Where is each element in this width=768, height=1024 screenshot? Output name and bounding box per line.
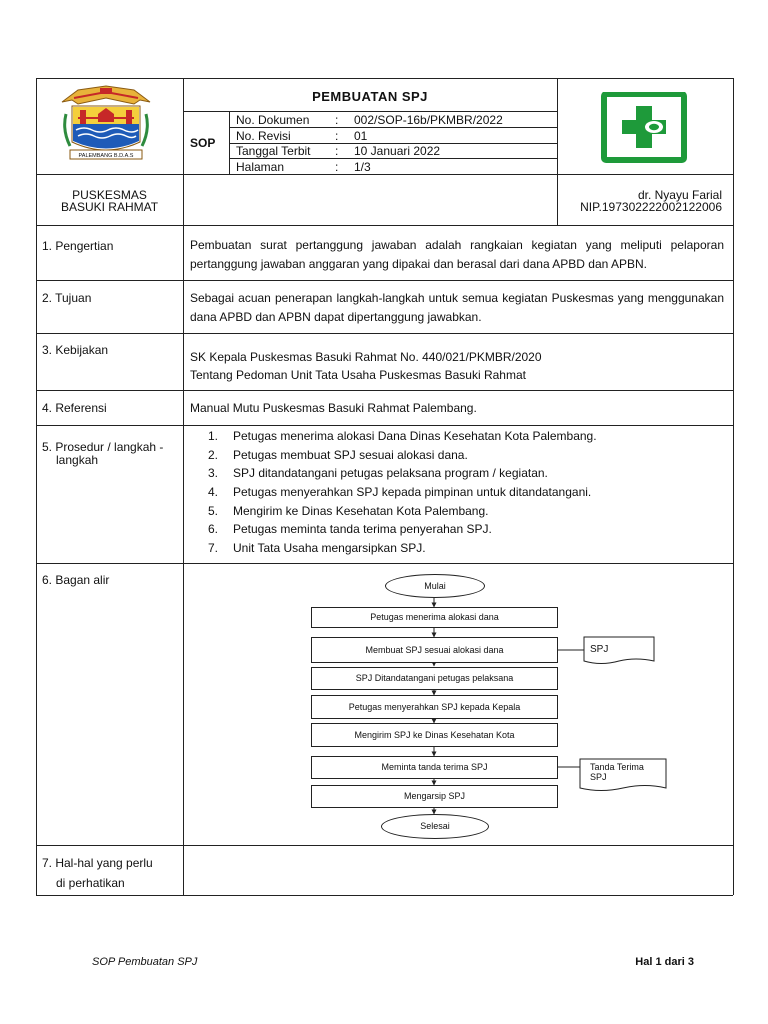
step-number: 3. [208,466,219,481]
meta-sep: : [335,113,339,127]
step-number: 1. [208,429,219,443]
flow-step: Mengarsip SPJ [311,785,558,808]
bagan-label: 6. Bagan alir [42,573,110,587]
step-text: Petugas menyerahkan SPJ kepada pimpinan untuk ditandatangani. [233,485,592,500]
meta-value: 01 [354,129,368,143]
tujuan-text: Sebagai acuan penerapan langkah-langkah untuk semua kegiatan Puskesmas yang menggunakan dana APBD dan APBN dapat dipertanggung jawabkan. [190,291,724,324]
flow-step: Meminta tanda terima SPJ [311,756,558,779]
step-text: SPJ ditandatangani petugas pelaksana program / kegiatan. [233,466,548,481]
kebijakan-label: 3. Kebijakan [42,343,109,357]
kebijakan-line1: SK Kepala Puskesmas Basuki Rahmat No. 440/021/PKMBR/2020 [190,350,542,364]
org-name-line1: PUSKESMAS [72,188,147,202]
pengertian-text: Pembuatan surat pertanggung jawaban adalah rangkaian kegiatan yang meliputi pelaporan pertanggung jawaban anggaran yang dipakai dan berasal dari dana APBD dan APBN. [190,238,724,271]
referensi-label: 4. Referensi [42,401,107,415]
doc-shape-label: SPJ [590,772,607,782]
flow-step: Petugas menerima alokasi dana [311,607,558,628]
meta-value: 1/3 [354,160,371,174]
meta-value: 002/SOP-16b/PKMBR/2022 [354,113,503,127]
hal-label: 7. Hal-hal yang perlu [42,856,153,870]
meta-label: Halaman [236,160,285,174]
doc-shape-label: Tanda Terima [590,762,644,772]
footer-doc-name: SOP Pembuatan SPJ [92,956,198,968]
step-text: Petugas meminta tanda terima penyerahan SPJ. [233,522,492,537]
meta-label: No. Dokumen [236,113,310,127]
org-name-line2: BASUKI RAHMAT [60,200,159,214]
flow-step: SPJ Ditandatangani petugas pelaksana [311,667,558,690]
meta-sep: : [335,160,339,174]
flow-step: Membuat SPJ sesuai alokasi dana [311,637,558,663]
hal-label-cont: di perhatikan [56,876,125,890]
doc-shape-label: SPJ [590,644,609,655]
meta-label: No. Revisi [236,129,291,143]
signer-nip: NIP.197302222002122006 [580,200,722,214]
flow-end: Selesai [381,814,489,839]
signer-name: dr. Nyayu Farial [637,188,722,202]
step-text: Petugas membuat SPJ sesuai alokasi dana. [233,447,468,462]
prosedur-label-cont: langkah [56,453,99,467]
step-number: 5. [208,503,219,518]
sop-label: SOP [190,136,216,150]
step-text: Unit Tata Usaha mengarsipkan SPJ. [233,541,426,556]
referensi-text: Manual Mutu Puskesmas Basuki Rahmat Palembang. [190,401,477,415]
step-number: 2. [208,447,219,462]
step-text: Mengirim ke Dinas Kesehatan Kota Palembang. [233,503,489,518]
meta-sep: : [335,129,339,143]
prosedur-label: 5. Prosedur / langkah - [42,440,164,454]
step-number: 6. [208,522,219,537]
step-number: 7. [208,541,219,556]
doc-title: PEMBUATAN SPJ [312,89,428,104]
pengertian-label: 1. Pengertian [42,239,114,253]
step-text: Petugas menerima alokasi Dana Dinas Kesehatan Kota Palembang. [233,429,597,443]
flow-step: Petugas menyerahkan SPJ kepada Kepala [311,695,558,719]
kebijakan-line2: Tentang Pedoman Unit Tata Usaha Puskesmas Basuki Rahmat [190,368,526,382]
footer-page: Hal 1 dari 3 [635,956,694,968]
meta-label: Tanggal Terbit [236,144,311,158]
flow-start: Mulai [385,574,485,598]
logo-banner-text: PALEMBANG B.D.A.S [78,153,134,159]
meta-sep: : [335,144,339,158]
flow-step: Mengirim SPJ ke Dinas Kesehatan Kota [311,723,558,747]
meta-value: 10 Januari 2022 [354,144,441,158]
tujuan-label: 2. Tujuan [42,291,92,305]
step-number: 4. [208,485,219,500]
